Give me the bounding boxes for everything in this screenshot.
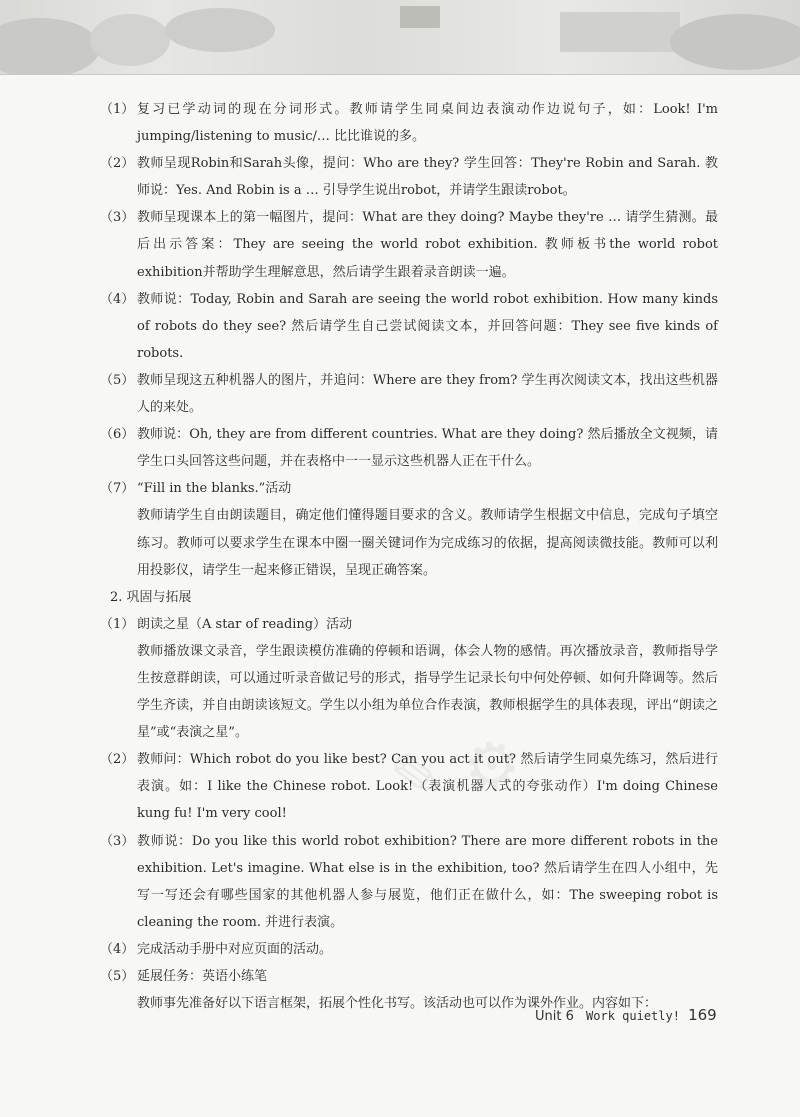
item-number: （7）: [100, 481, 135, 497]
list-item: [100, 828, 718, 936]
item-text: 复习已学动词的现在分词形式。教师请学生同桌间边表演动作边说句子，如：Look! I'm jumping/listening to music/… 比比谁说的多。: [137, 102, 718, 145]
header-decoration-band: [0, 0, 800, 75]
page-number: 169: [688, 1006, 717, 1024]
list-item: [100, 963, 718, 990]
list-item: [100, 204, 718, 285]
item-body: 教师请学生自由朗读题目，确定他们懂得题目要求的含义。教师请学生根据文中信息，完成句子填空练习。教师可以要求学生在课本中圈一圈关键词作为完成练习的依据，提高阅读微技能。教师可以利用投影仪，请学生一起来修正错误，呈现正确答案。: [137, 508, 718, 578]
list-item: [100, 936, 718, 963]
item-text: 教师说：Today, Robin and Sarah are seeing the world robot exhibition. How many kinds of robots do they see? 然后请学生自己尝试阅读文本，并回答问题：They see five kinds of robots.: [137, 291, 718, 361]
item-text: 教师说：Do you like this world robot exhibition? There are more different robots in the exhibition. Let's imagine. What else is in the exhibition, too? 然后请学生在四人小组中，先写一写还会有哪些国家的其他机器人参与展览，他们正在做什么，如：The sweeping robot is cleaning the room. 并进行表演。: [137, 833, 718, 930]
item-number: （3）: [100, 833, 135, 849]
item-text: 完成活动手册中对应页面的活动。: [137, 941, 333, 957]
item-text: 朗读之星（A star of reading）活动: [137, 616, 353, 632]
list-item: [100, 746, 718, 827]
page-footer: [535, 1006, 717, 1024]
item-number: （2）: [100, 752, 135, 768]
item-text: 延展任务：英语小练笔: [137, 969, 268, 984]
watermark: ✎ ⚙: [385, 726, 526, 818]
list-item: [100, 475, 718, 502]
item-number: （5）: [100, 969, 135, 984]
item-text: “Fill in the blanks.”活动: [137, 481, 292, 497]
item-number: （3）: [100, 210, 135, 226]
list-item: [100, 421, 718, 475]
item-text: 教师问：Which robot do you like best? Can you act it out? 然后请学生同桌先练习，然后进行表演。如：I like the Chinese robot. Look!（表演机器人式的夸张动作）I'm doing Chinese kung fu! I'm very cool!: [137, 752, 718, 822]
list-item: [100, 286, 718, 367]
footer-title: Work quietly!: [586, 1009, 680, 1023]
footer-unit: Unit 6: [535, 1009, 574, 1024]
item-text: 教师呈现这五种机器人的图片，并追问：Where are they from? 学生再次阅读文本，找出这些机器人的来处。: [137, 372, 718, 416]
item-text: 教师说：Oh, they are from different countries. What are they doing? 然后播放全文视频，请学生口头回答这些问题，并在表格中一一显示这些机器人正在干什么。: [137, 427, 718, 470]
header-illustration: [0, 0, 800, 74]
list-item: [100, 611, 718, 638]
section-heading: 2. 巩固与拓展: [110, 589, 192, 605]
list-item: [100, 150, 718, 204]
item-number: （2）: [100, 156, 135, 172]
item-number: （4）: [100, 941, 135, 957]
item-text: 教师呈现课本上的第一幅图片，提问：What are they doing? Maybe they're … 请学生猜测。最后出示答案：They are seeing the world robot exhibition. 教师板书the world robot exhibition并帮助学生理解意思，然后请学生跟着录音朗读一遍。: [137, 210, 718, 280]
item-number: （6）: [100, 427, 135, 443]
item-number: （5）: [100, 372, 135, 388]
item-body: 教师事先准备好以下语言框架，拓展个性化书写。该活动也可以作为课外作业。内容如下：: [137, 996, 658, 1012]
list-item: [100, 96, 718, 150]
item-number: （1）: [100, 616, 135, 632]
item-body: 教师播放课文录音，学生跟读模仿准确的停顿和语调，体会人物的感情。再次播放录音，教师指导学生按意群朗读，可以通过听录音做记号的形式，指导学生记录长句中何处停顿、如何升降调等。然后学生齐读，并自由朗读该短文。学生以小组为单位合作表演，教师根据学生的具体表现，评出“朗读之星”或“表演之星”。: [137, 643, 718, 741]
page-content: [100, 96, 718, 1017]
item-number: （1）: [100, 102, 135, 117]
item-text: 教师呈现Robin和Sarah头像，提问：Who are they? 学生回答：They're Robin and Sarah. 教师说：Yes. And Robin is a … 引导学生说出robot，并请学生跟读robot。: [137, 156, 718, 199]
list-item: [100, 367, 718, 421]
item-number: （4）: [100, 291, 135, 307]
